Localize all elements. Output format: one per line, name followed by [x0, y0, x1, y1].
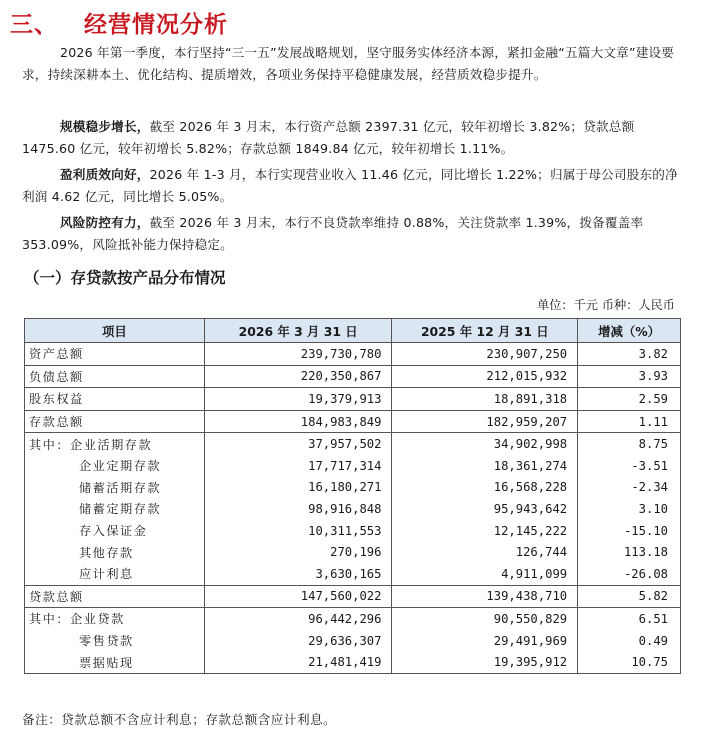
change-percent: -15.10: [578, 520, 681, 542]
scale-paragraph: [22, 116, 682, 160]
risk-lead: 风险防控有力，: [60, 215, 150, 230]
section-number: 三、: [10, 12, 58, 38]
value-2025: 4,911,099: [392, 563, 578, 585]
change-percent: 3.82: [578, 343, 681, 366]
row-label: 负债总额: [25, 365, 205, 388]
value-2025: 230,907,250: [392, 343, 578, 366]
profit-text: 2026 年 1-3 月，本行实现营业收入 11.46 亿元，同比增长 1.22%；归属于母公司股东的净利润 4.62 亿元，同比增长 5.05%。: [22, 167, 678, 204]
value-2026: 37,957,502: [204, 433, 392, 455]
change-percent: -2.34: [578, 477, 681, 499]
scale-lead: 规模稳步增长，: [60, 119, 150, 134]
table-row: [25, 608, 681, 630]
value-2026: 16,180,271: [204, 477, 392, 499]
change-percent: 2.59: [578, 388, 681, 411]
change-percent: 1.11: [578, 410, 681, 433]
change-percent: 113.18: [578, 541, 681, 563]
value-2025: 212,015,932: [392, 365, 578, 388]
subsection-title: （一）存贷款按产品分布情况: [24, 269, 226, 287]
change-percent: 6.51: [578, 608, 681, 630]
value-2025: 90,550,829: [392, 608, 578, 630]
value-2026: 21,481,419: [204, 651, 392, 673]
value-2026: 239,730,780: [204, 343, 392, 366]
value-2025: 29,491,969: [392, 630, 578, 652]
unit-line: 单位：千元 币种：人民币: [537, 298, 675, 312]
value-2025: 12,145,222: [392, 520, 578, 542]
table-row: [25, 388, 681, 411]
footnote: 备注：贷款总额不含应计利息；存款总额含应计利息。: [22, 712, 337, 727]
table-row: [25, 498, 681, 520]
table-row: [25, 541, 681, 563]
change-percent: 3.93: [578, 365, 681, 388]
scale-text: 截至 2026 年 3 月末，本行资产总额 2397.31 亿元，较年初增长 3.82%；贷款总额 1475.60 亿元，较年初增长 5.82%；存款总额 1849.84 亿元，较年初增长 1.11%。: [22, 119, 635, 156]
row-label: 其中：企业活期存款: [25, 433, 205, 455]
change-percent: 0.49: [578, 630, 681, 652]
row-label: 股东权益: [25, 388, 205, 411]
change-percent: 10.75: [578, 651, 681, 673]
table-row: [25, 651, 681, 673]
value-2025: 95,943,642: [392, 498, 578, 520]
risk-paragraph: [22, 212, 682, 256]
value-2025: 16,568,228: [392, 477, 578, 499]
row-label: 贷款总额: [25, 585, 205, 608]
change-percent: -26.08: [578, 563, 681, 585]
row-label: 零售贷款: [25, 630, 205, 652]
intro-text: 2026 年第一季度，本行坚持“三一五”发展战略规划，坚守服务实体经济本源，紧扣金融“五篇大文章”建设要求，持续深耕本土、优化结构、提质增效，各项业务保持平稳健康发展，经营质效稳步提升。: [22, 45, 675, 82]
header-change: 增减（%）: [578, 319, 681, 343]
value-2026: 96,442,296: [204, 608, 392, 630]
profit-paragraph: [22, 164, 682, 208]
row-label: 存款总额: [25, 410, 205, 433]
value-2026: 270,196: [204, 541, 392, 563]
change-percent: 8.75: [578, 433, 681, 455]
header-2026: 2026 年 3 月 31 日: [204, 319, 392, 343]
value-2026: 98,916,848: [204, 498, 392, 520]
table-row: [25, 520, 681, 542]
value-2026: 3,630,165: [204, 563, 392, 585]
header-item: 项目: [25, 319, 205, 343]
deposit-loan-table: [24, 318, 681, 674]
value-2026: 184,983,849: [204, 410, 392, 433]
value-2025: 19,395,912: [392, 651, 578, 673]
table-row: [25, 630, 681, 652]
table-header-row: [25, 319, 681, 343]
table-row: [25, 365, 681, 388]
row-label: 其他存款: [25, 541, 205, 563]
value-2025: 126,744: [392, 541, 578, 563]
value-2026: 147,560,022: [204, 585, 392, 608]
value-2025: 18,891,318: [392, 388, 578, 411]
row-label: 储蓄定期存款: [25, 498, 205, 520]
table-row: [25, 433, 681, 455]
value-2025: 34,902,998: [392, 433, 578, 455]
table-row: [25, 410, 681, 433]
table-row: [25, 585, 681, 608]
header-2025: 2025 年 12 月 31 日: [392, 319, 578, 343]
table-row: [25, 455, 681, 477]
table-row: [25, 477, 681, 499]
row-label: 存入保证金: [25, 520, 205, 542]
value-2026: 17,717,314: [204, 455, 392, 477]
row-label: 企业定期存款: [25, 455, 205, 477]
section-heading: [10, 6, 228, 39]
value-2025: 182,959,207: [392, 410, 578, 433]
table-row: [25, 563, 681, 585]
row-label: 储蓄活期存款: [25, 477, 205, 499]
section-title: 经营情况分析: [84, 12, 228, 38]
change-percent: -3.51: [578, 455, 681, 477]
table-row: [25, 343, 681, 366]
risk-text: 截至 2026 年 3 月末，本行不良贷款率维持 0.88%，关注贷款率 1.39%，拨备覆盖率 353.09%，风险抵补能力保持稳定。: [22, 215, 644, 252]
intro-paragraph: [22, 42, 682, 86]
change-percent: 3.10: [578, 498, 681, 520]
row-label: 应计利息: [25, 563, 205, 585]
value-2026: 220,350,867: [204, 365, 392, 388]
profit-lead: 盈利质效向好，: [60, 167, 150, 182]
value-2026: 29,636,307: [204, 630, 392, 652]
value-2025: 18,361,274: [392, 455, 578, 477]
row-label: 其中：企业贷款: [25, 608, 205, 630]
row-label: 资产总额: [25, 343, 205, 366]
row-label: 票据贴现: [25, 651, 205, 673]
value-2025: 139,438,710: [392, 585, 578, 608]
value-2026: 19,379,913: [204, 388, 392, 411]
value-2026: 10,311,553: [204, 520, 392, 542]
table-body: [25, 343, 681, 674]
change-percent: 5.82: [578, 585, 681, 608]
